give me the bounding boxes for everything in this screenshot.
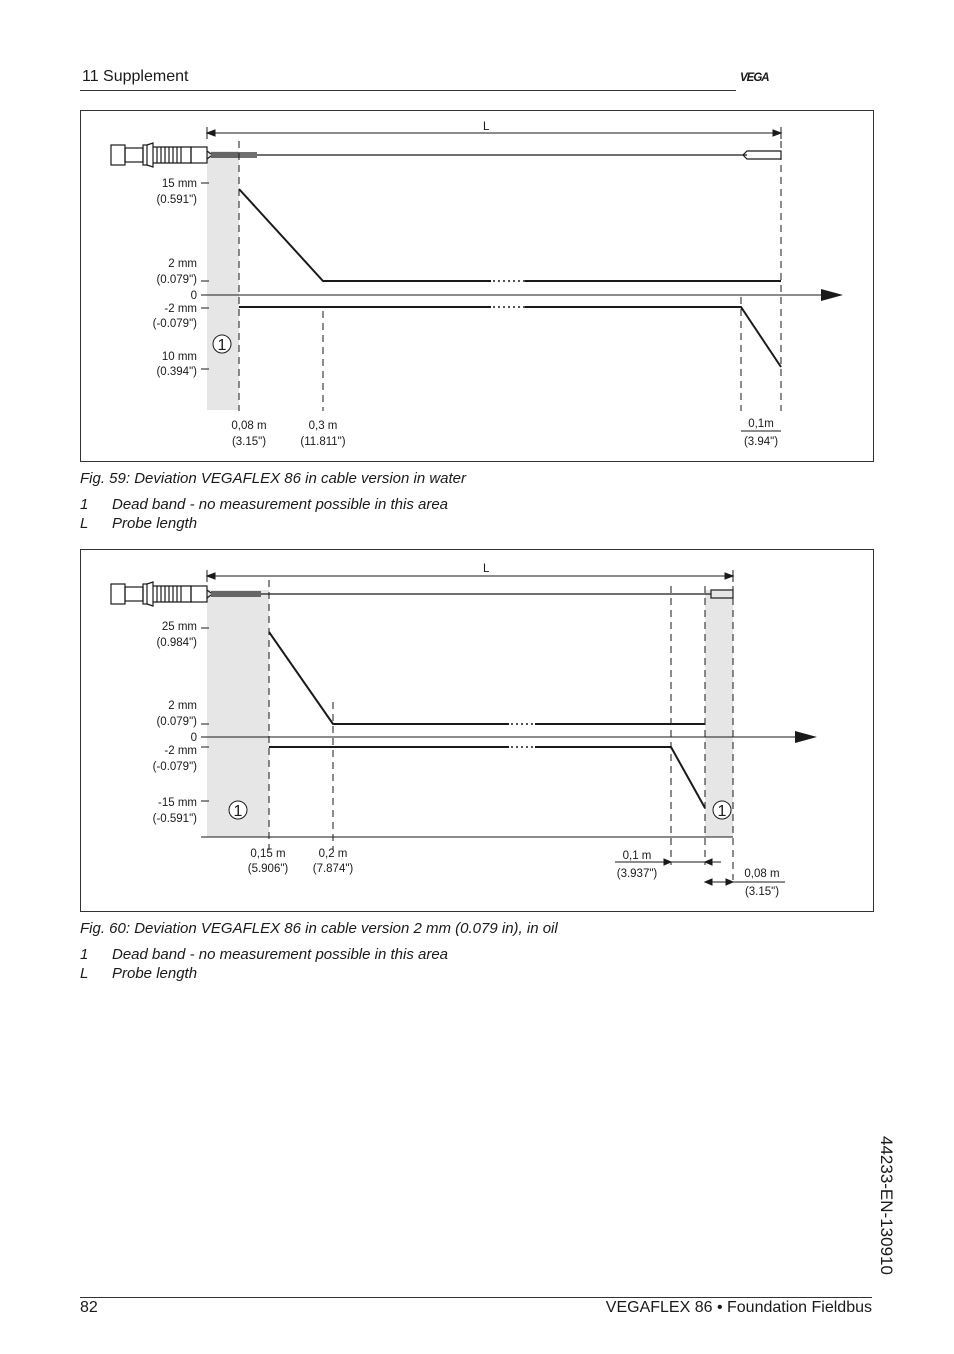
y-label-25mm: 25 mm xyxy=(161,621,197,633)
x-label-0-1m-inch: (3.94") xyxy=(743,436,779,448)
y-label-minus2mm: -2 mm xyxy=(164,303,197,315)
y-label-15mm-inch: (0.591") xyxy=(156,194,197,206)
x-label-0-3m: 0,3 m xyxy=(308,420,338,432)
deviation-curve xyxy=(239,189,781,367)
y-label-2mm: 2 mm xyxy=(168,258,197,270)
x-label-0-1m: 0,1 m xyxy=(622,850,652,862)
y-label-10mm-inch: (0.394") xyxy=(156,366,197,378)
x-label-0-1m: 0,1m xyxy=(748,418,774,430)
figure-59 xyxy=(80,110,874,462)
legend-key-l-fig60: L xyxy=(80,965,89,982)
logo-text: VEGA xyxy=(740,72,769,84)
footer-divider xyxy=(80,1297,872,1298)
page-number: 82 xyxy=(80,1299,98,1316)
svg-text:1: 1 xyxy=(717,803,727,820)
y-label-minus2mm: -2 mm xyxy=(164,745,197,757)
curve-continuation xyxy=(511,724,535,747)
probe-length-dimension xyxy=(207,570,733,582)
x-label-0-3m-inch: (11.811") xyxy=(300,436,346,448)
y-label-2mm-inch: (0.079") xyxy=(156,716,197,728)
legend-key-l: L xyxy=(80,515,89,532)
deviation-curve xyxy=(269,632,705,808)
vega-logo xyxy=(740,50,874,89)
probe-length-label: L xyxy=(483,121,490,133)
legend-key-1-fig60: 1 xyxy=(80,946,89,963)
y-label-2mm: 2 mm xyxy=(168,700,197,712)
x-label-0-08m-inch: (3.15") xyxy=(231,436,267,448)
figure-59-caption: Fig. 59: Deviation VEGAFLEX 86 in cable version in water xyxy=(80,470,467,487)
y-label-25mm-inch: (0.984") xyxy=(156,637,197,649)
probe-icon xyxy=(111,582,733,606)
x-label-0-15m-inch: (5.906") xyxy=(247,863,289,875)
curve-continuation xyxy=(493,281,525,307)
x-label-0-08m: 0,08 m xyxy=(231,420,267,432)
y-label-minus2mm-inch: (-0.079") xyxy=(152,318,197,330)
legend-text-l-fig60: Probe length xyxy=(112,965,198,982)
legend-text-1: Dead band - no measurement possible in this area xyxy=(112,496,449,513)
y-label-zero: 0 xyxy=(190,732,197,744)
x-label-0-08m: 0,08 m xyxy=(744,868,780,880)
x-label-0-2m-inch: (7.874") xyxy=(312,863,354,875)
x-label-0-08m-inch: (3.15") xyxy=(744,886,780,898)
dead-band-area-end xyxy=(705,590,733,837)
x-label-0-1m-inch: (3.937") xyxy=(616,868,658,880)
x-label-0-15m: 0,15 m xyxy=(250,848,286,860)
probe-length-label: L xyxy=(483,563,490,575)
legend-text-1-fig60: Dead band - no measurement possible in this area xyxy=(112,946,449,963)
y-label-minus2mm-inch: (-0.079") xyxy=(152,761,197,773)
document-id: 44233-EN-130910 xyxy=(877,1136,896,1275)
document-title: VEGAFLEX 86 • Foundation Fieldbus xyxy=(605,1299,872,1316)
y-label-minus15mm: -15 mm xyxy=(158,797,197,809)
y-label-15mm: 15 mm xyxy=(161,178,197,190)
probe-length-dimension xyxy=(207,127,781,139)
dead-band-area xyxy=(207,151,239,410)
section-title: 11 Supplement xyxy=(82,68,189,85)
y-label-10mm: 10 mm xyxy=(161,351,197,363)
y-label-minus15mm-inch: (-0.591") xyxy=(152,813,197,825)
dead-band-area-start xyxy=(207,590,269,837)
svg-text:1: 1 xyxy=(217,337,227,354)
legend-key-1: 1 xyxy=(80,496,89,513)
axis-arrowhead xyxy=(795,731,817,743)
figure-60-caption: Fig. 60: Deviation VEGAFLEX 86 in cable version 2 mm (0.079 in), in oil xyxy=(80,920,558,937)
axis-arrowhead xyxy=(821,289,843,301)
header-divider xyxy=(80,90,736,91)
y-label-2mm-inch: (0.079") xyxy=(156,274,197,286)
x-label-0-2m: 0,2 m xyxy=(318,848,348,860)
y-label-zero: 0 xyxy=(190,290,197,302)
figure-60 xyxy=(80,549,874,912)
legend-text-l: Probe length xyxy=(112,515,198,532)
svg-text:1: 1 xyxy=(233,803,243,820)
